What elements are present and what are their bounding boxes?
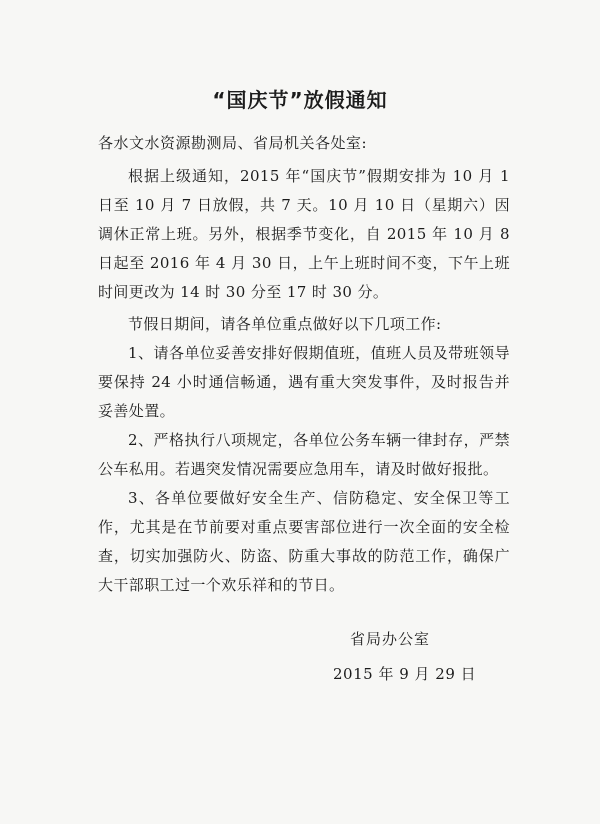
paragraph-item-3: 3、各单位要做好安全生产、信防稳定、安全保卫等工作，尤其是在节前要对重点要害部位进行一次全面的安全检查，切实加强防火、防盗、防重大事故的防范工作，确保广大干部职工过一个欢乐祥和的节日。	[98, 489, 510, 594]
salutation: 各水文水资源勘测局、省局机关各处室:	[98, 134, 368, 152]
paragraph-item-2: 2、严格执行八项规定，各单位公务车辆一律封存，严禁公车私用。若遇突发情况需要应急用车，请及时做好报批。	[98, 431, 510, 478]
paragraph-holiday-schedule: 根据上级通知，2015 年“国庆节”假期安排为 10 月 1 日至 10 月 7 日放假，共 7 天。10 月 10 日（星期六）因调休正常上班。另外，根据季节变化，自 2015 年 10 月 8 日起至 2016 年 4 月 30 日，上午上班时间不变，下午上班时间更改为 14 时 30 分至 17 时 30 分。	[98, 167, 510, 301]
paragraph-work-intro: 节假日期间，请各单位重点做好以下几项工作:	[128, 315, 442, 333]
paragraph-item-1: 1、请各单位妥善安排好假期值班，值班人员及带班领导要保持 24 小时通信畅通，遇有重大突发事件，及时报告并妥善处置。	[98, 344, 510, 420]
issuer-signature: 省局办公室	[350, 630, 431, 648]
document-title: “国庆节”放假通知	[212, 88, 388, 112]
issue-date: 2015 年 9 月 29 日	[333, 665, 477, 683]
